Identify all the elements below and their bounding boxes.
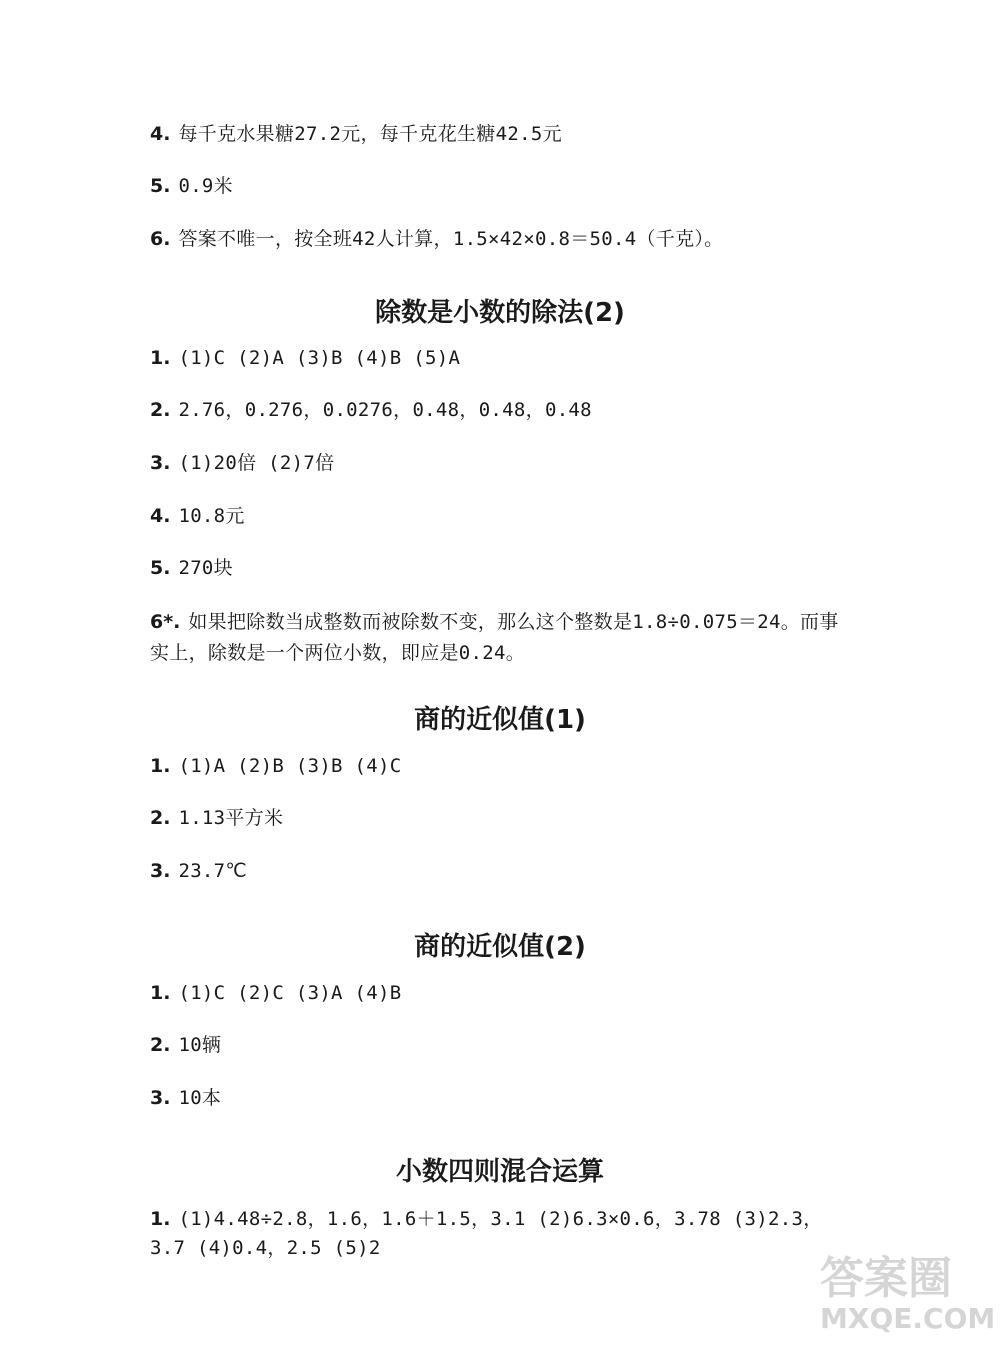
item-text: 10.8元 [178,505,245,527]
list-item [150,1032,221,1058]
item-text: 10本 [178,1087,222,1109]
item-number: 5. [150,175,171,197]
item-number: 2. [150,399,171,421]
watermark-title: 答案圈 [820,1253,952,1304]
item-text: 0.9米 [178,175,233,197]
list-item [150,173,233,199]
list-item [150,450,334,476]
item-text: 2.76，0.276，0.0276，0.48，0.48，0.48 [178,399,592,421]
list-item [150,503,245,529]
item-number: 5. [150,557,171,579]
item-number: 1. [150,982,171,1004]
item-number: 4. [150,123,171,145]
item-number: 3. [150,452,171,474]
item-number: 3. [150,1087,171,1109]
item-number: 3. [150,860,171,882]
list-item [150,1205,850,1263]
list-item [150,607,850,669]
item-text: (1)C (2)C (3)A (4)B [178,982,402,1004]
section-title: 小数四则混合运算 [395,1157,604,1187]
item-text: (1)4.48÷2.8，1.6，1.6＋1.5，3.1 (2)6.3×0.6，3.78 (3)2.3，3.7 (4)0.4，2.5 (5)2 [150,1208,823,1259]
list-item [150,226,723,252]
watermark-logo [820,1253,996,1340]
item-number: 6. [150,228,171,250]
list-item [150,1085,221,1111]
item-number: 2. [150,807,171,829]
item-text: 1.13平方米 [178,807,284,829]
item-text: 23.7℃ [178,860,248,882]
item-number: 1. [150,755,171,777]
item-number: 4. [150,505,171,527]
item-text: 270块 [178,557,233,579]
list-item [150,397,592,423]
list-item [150,980,402,1006]
item-text: (1)20倍 (2)7倍 [178,452,335,474]
watermark-url: MXQE.COM [820,1302,996,1335]
item-text: 答案不唯一，按全班42人计算，1.5×42×0.8＝50.4（千克）。 [178,228,724,250]
item-text: 如果把除数当成整数而被除数不变，那么这个整数是1.8÷0.075＝24。而事实上，除数是一个两位小数，即应是0.24。 [150,611,839,664]
section-title: 商的近似值(2) [414,932,586,962]
item-number: 6*. [150,611,181,633]
list-item [150,345,460,371]
item-number: 1. [150,347,171,369]
list-item [150,805,283,831]
section-title: 商的近似值(1) [414,705,586,735]
item-number: 1. [150,1208,171,1230]
item-text: (1)A (2)B (3)B (4)C [178,755,402,777]
item-number: 2. [150,1034,171,1056]
list-item [150,121,562,147]
list-item [150,858,247,884]
item-text: (1)C (2)A (3)B (4)B (5)A [178,347,461,369]
item-text: 10辆 [178,1034,222,1056]
section-title: 除数是小数的除法(2) [375,298,625,328]
list-item [150,753,402,779]
item-text: 每千克水果糖27.2元，每千克花生糖42.5元 [178,123,562,145]
list-item [150,555,233,581]
